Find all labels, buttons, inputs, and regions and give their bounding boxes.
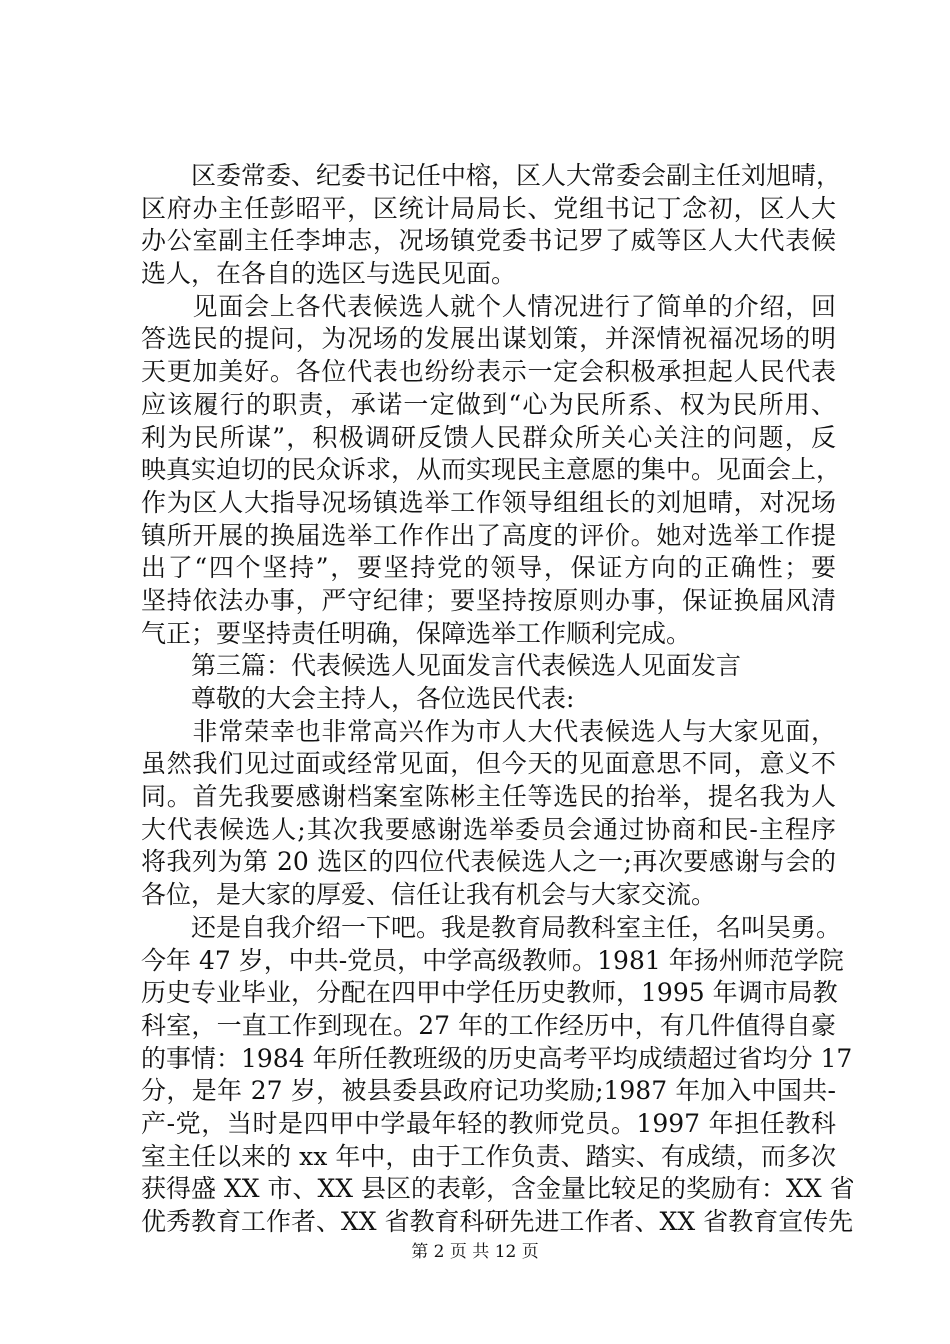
text-line: 镇所开展的换届选举工作作出了高度的评价。她对选举工作提 (141, 520, 836, 550)
text-line: 的事情：1984 年所任教班级的历史高考平均成绩超过省均分 17 (141, 1043, 853, 1073)
text-line: 获得盛 XX 市、XX 县区的表彰，含金量比较足的奖励有：XX 省 (141, 1174, 855, 1204)
text-line: 区委常委、纪委书记任中榕，区人大常委会副主任刘旭晴， (141, 161, 842, 190)
text-line: 天更加美好。各位代表也纷纷表示一定会积极承担起人民代表 (141, 357, 836, 387)
text-line: 气正；要坚持责任明确，保障选举工作顺利完成。 (141, 618, 692, 648)
text-line: 区府办主任彭昭平，区统计局局长、党组书记丁念初，区人大 (141, 193, 836, 223)
text-line: 利为民所谋”，积极调研反馈人民群众所关心关注的问题，反 (141, 422, 836, 452)
text-line: 见面会上各代表候选人就个人情况进行了简单的介绍，回 (141, 291, 836, 321)
text-line: 今年 47 岁，中共-党员，中学高级教师。1981 年扬州师范学院 (141, 945, 844, 975)
text-line: 坚持依法办事，严守纪律；要坚持按原则办事，保证换届风清 (141, 585, 836, 615)
text-line: 分，是年 27 岁，被县委县政府记功奖励;1987 年加入中国共- (141, 1076, 836, 1106)
text-line: 将我列为第 20 选区的四位代表候选人之一;再次要感谢与会的 (141, 847, 836, 877)
text-line: 出了“四个坚持”，要坚持党的领导，保证方向的正确性；要 (141, 553, 836, 583)
text-line: 选人，在各自的选区与选民见面。 (141, 259, 517, 289)
page-number-footer: 第 2 页 共 12 页 (411, 1242, 539, 1262)
text-line: 尊敬的大会主持人，各位选民代表: (141, 684, 575, 713)
text-line: 历史专业毕业，分配在四甲中学任历史教师，1995 年调市局教 (141, 978, 838, 1008)
text-line: 应该履行的职责，承诺一定做到“心为民所系、权为民所用、 (141, 389, 836, 419)
text-line: 大代表候选人;其次我要感谢选举委员会通过协商和民-主程序 (141, 814, 836, 844)
document-body (141, 160, 855, 1239)
text-line: 各位，是大家的厚爱、信任让我有机会与大家交流。 (141, 880, 717, 910)
text-line: 室主任以来的 xx 年中，由于工作负责、踏实、有成绩，而多次 (141, 1141, 836, 1171)
text-line: 还是自我介绍一下吧。我是教育局教科室主任，名叫吴勇。 (141, 912, 842, 942)
text-line: 优秀教育工作者、XX 省教育科研先进工作者、XX 省教育宣传先 (141, 1207, 854, 1236)
text-line: 映真实迫切的民众诉求，从而实现民主意愿的集中。见面会上， (141, 455, 842, 485)
text-line: 非常荣幸也非常高兴作为市人大代表候选人与大家见面， (141, 716, 836, 746)
text-line: 同。首先我要感谢档案室陈彬主任等选民的抬举，提名我为人 (141, 782, 836, 812)
text-line: 答选民的提问，为况场的发展出谋划策，并深情祝福况场的明 (141, 324, 836, 354)
text-line: 科室，一直工作到现在。27 年的工作经历中，有几件值得自豪 (141, 1010, 836, 1040)
text-line: 办公室副主任李坤志，况场镇党委书记罗了威等区人大代表候 (141, 226, 836, 256)
text-line: 产-党，当时是四甲中学最年轻的教师党员。1997 年担任教科 (141, 1108, 836, 1138)
text-line: 作为区人大指导况场镇选举工作领导组组长的刘旭晴，对况场 (141, 487, 836, 517)
text-line: 虽然我们见过面或经常见面，但今天的见面意思不同，意义不 (141, 749, 836, 779)
text-line: 第三篇：代表候选人见面发言代表候选人见面发言 (141, 651, 742, 681)
